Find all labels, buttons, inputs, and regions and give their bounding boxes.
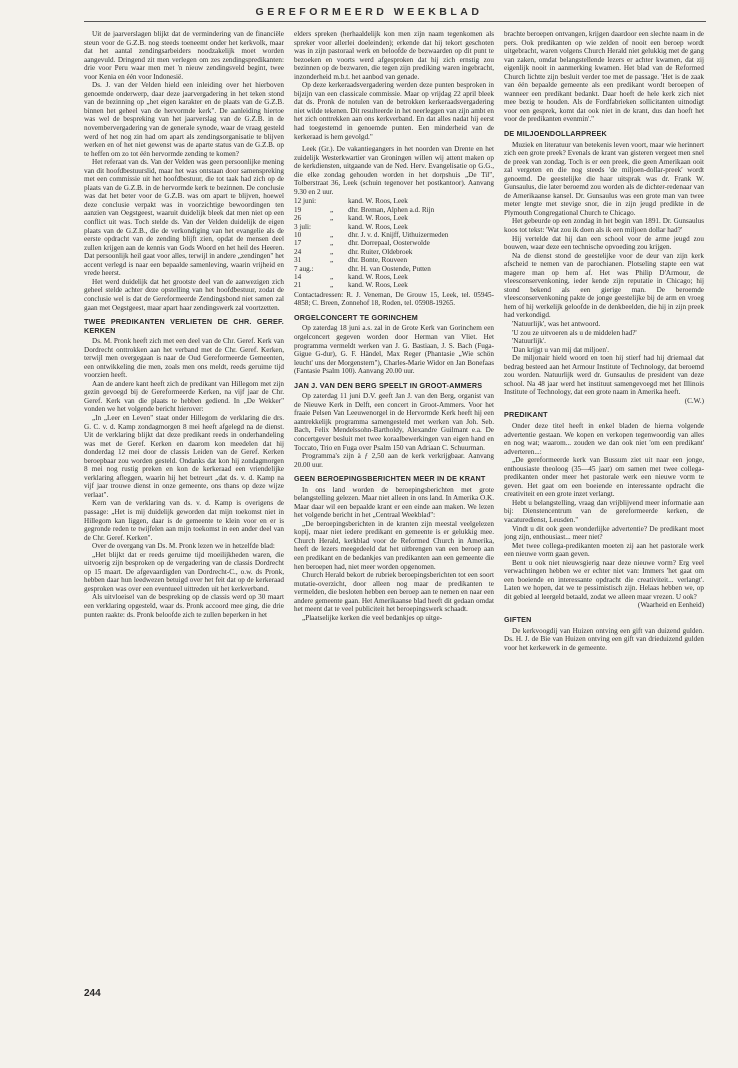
paragraph: brachte beroepen ontvangen, krijgen daardoor een slechte naam in de pers. Ook predikanten op wie zelden of nooit een beroep wordt uitgebracht, waren volgens Church Herald niet gelukkig met de gang van zaken, omdat belangstellende lezers er achter kwamen, dat zij eigenlijk nooit in aanmerking kwamen. Het blad van de Reformed Church lichtte zijn besluit verder toe met de passage. 'Het is de zaak van één bepaalde gemeente als een predikant wordt beroepen of wanneer een predikant bedankt. Daar hoeft de hele kerk zich niet mee bezig te houden. Als de Fordfabrieken sollicitanten uitnodigt voor een gesprek, komt dat ook niet in de krant, dus dan hoeft het voor de predikanten evenmin'." <box>504 30 704 124</box>
section-heading: TWEE PREDIKANTEN VERLIETEN DE CHR. GEREF. KERKEN <box>84 317 284 335</box>
schedule-date: 10 <box>294 231 302 240</box>
schedule-date: 26 <box>294 214 302 223</box>
paragraph: Op zaterdag 18 juni a.s. zal in de Grote Kerk van Gorinchem een orgelconcert gegeven worden door Herman van Vliet. Het programma vermeldt werken van J. G. Bastiaan, J. S. Bach (Fuga-Gigue G-dur), G. F. Händel, Max Reger (Phantasie „Wie schön leucht' uns der Morgenstern"), Charles-Marie Widor en Jan Bonefaas (Fantasie Psalm 100). Aanvang 20.00 uur. <box>294 324 494 376</box>
schedule-date: 21 <box>294 281 302 290</box>
schedule-speaker: dhr. Ruiter, Oldebroek <box>348 247 413 256</box>
paragraph: Leek (Gr.). De vakantiegangers in het noorden van Drente en het zuidelijk Westerkwartier van Groningen willen wij attent maken op de kerkdiensten, uitgaande van de Ned. Herv. Evangelisatie op G.G., die elke zondag gehouden worden in het dorpshuis „De Til", Tolberstraat 36, Leek (schuin tegenover het postkantoor). Aanvang 9.30 en 2 uur. <box>294 145 494 196</box>
schedule-date: 12 juni: <box>294 197 317 206</box>
schedule-speaker: dhr. Dorrepaal, Oosterwolde <box>348 239 430 248</box>
schedule-row <box>294 273 448 281</box>
schedule-speaker: dhr. Bonte, Rouveen <box>348 256 408 265</box>
schedule-mark: „ <box>330 273 334 282</box>
paragraph: Na de dienst stond de geestelijke voor de deur van zijn kerk afscheid te nemen van de parochianen. Plotseling stapte een wat magere man op hem af. Het was Philip D'Armour, de vleesconservenkoning, ieder kende zijn reputatie in Chicago; hij stond bekend als een gierige man. De beroemde vleesconservenkoning pakte de jonge geestelijke bij de arm en vroeg hem of hij werkelijk geloofde in de denkbeelden, die hij in zijn preek had verkondigd. <box>504 251 704 320</box>
paragraph: Met twee collega-predikanten moeten zij aan het pastorale werk een nieuwe vorm gaan geven. <box>504 541 704 559</box>
schedule-date: 19 <box>294 205 302 214</box>
paragraph: Als uitvloeisel van de bespreking op de classis werd op 30 maart een verklaring opgesteld, waar ds. Pronk accoord mee ging, die drie punten raakte: ds. Pronk beloofde zich te zullen beperken in het <box>84 593 284 619</box>
paragraph: Op zaterdag 11 juni D.V. geeft Jan J. van den Berg, organist van de Nieuwe Kerk in Delft, een concert in Groot-Ammers. Voor het fraaie Pelsen Van Leeuwenorgel in de Hervormde Kerk heeft hij een aantrekkelijk programma samengesteld met werken van Joh. Seb. Bach, Felix Mendelssohn-Bartholdy, Alexandre Guilmant e.a. De concertgever besluit met twee koraalbewerkingen van eigen hand en Toccato, Trio en Fuga over Psalm 150 van Adriaan C. Schuurman. <box>294 392 494 452</box>
paragraph: Over de overgang van Ds. M. Pronk lezen we in hetzelfde blad: <box>92 542 275 551</box>
schedule-mark: „ <box>330 281 334 290</box>
schedule-mark: „ <box>330 214 334 223</box>
header-rule <box>84 21 706 22</box>
column-middle <box>294 30 494 1030</box>
schedule-speaker: dhr. Breman, Alphen a.d. Rijn <box>348 205 435 214</box>
paragraph: Contactadressen: R. J. Veneman, De Grouw 15, Leek, tel. 05945-4858; C. Breen, Zonnehof 18, Roden, tel. 05908-19265. <box>294 290 494 308</box>
paragraph: Hij vertelde dat hij dan een school voor de arme jeugd zou bouwen, waar deze een technische opvoeding zou krijgen. <box>504 234 704 252</box>
paragraph: Muziek en literatuur van betekenis leven voort, maar wie herinnert zich een grote preek? Evenals de krant van gisteren vergeet men snel de preek van zondag. Toch is er een preek, die geen Amerikaan ooit zal vergeten en die nog steeds 'de miljoen-dollar-preek' wordt genoemd. De geestelijke die haar uitsprak was dr. Frank W. Gunsaulus, die later beroemd zou worden als de dichter-redenaar van de Amerikaanse kansel. Dr. Gunsaulus was een grote man van twee meter lengte met stevige snor, die in zijn jeugd predikte in de Plymouth Congregational Church te Chicago. <box>504 140 704 217</box>
paragraph: 'U zou ze uitvoeren als u de middelen had?' <box>512 328 637 337</box>
paragraph: Op deze kerkeraadsvergadering werden deze punten besproken in bijzijn van een classicale commissie. Maar op vrijdag 22 april bleek dat ds. Pronk de notulen van de betrokken kerkeraadsvergadering niet wilde tekenen. Dit resulteerde in het neerleggen van zijn ambt en het zich onttrekken aan ons kerkverband. En dat alles nadat hij eerst had toegestemd in genoemde punten. Een minderheid van de kerkeraad is hem gevolgd." <box>294 81 494 141</box>
section-heading: ORGELCONCERT TE GORINCHEM <box>294 312 418 322</box>
paragraph: „Plaatselijke kerken die veel bedankjes op uitge- <box>302 613 443 622</box>
schedule-speaker: kand. W. Roos, Leek <box>348 214 408 223</box>
paragraph: Kern van de verklaring van ds. v. d. Kamp is overigens de passage: „Het is mij duidelijk geworden dat mijn toekomst niet in Hillegom kan liggen, daar is de gemeente te klein voor en er is gegronde reden te twijfelen aan mijn toekomst in een ander deel van de Chr. Geref. Kerken". <box>84 499 284 542</box>
paragraph: In ons land worden de beroepingsberichten met grote belangstelling gelezen. Maar niet alleen in ons land. In Amerika O.K. Maar daar wil een bepaalde krant er een einde aan maken. We lezen het volgende bericht in het „Centraal Weekblad": <box>294 485 494 520</box>
schedule-row <box>294 223 448 231</box>
paragraph: elders spreken (herhaaldelijk kon men zijn naam tegenkomen als spreker voor allerlei doeleinden); erkende dat hij tekort geschoten was in zijn pastoraal werk en beloofde de bezwaarden op dit punt te bezoeken en voorts werd afgesproken dat hij zich ernstig zou bezinnen op de bezwaren, die tegen zijn prediking waren ingebracht, inzonderheid m.b.t. het aanbod van genade. <box>294 30 494 81</box>
schedule-mark: „ <box>330 256 334 265</box>
paragraph: Het referaat van ds. Van der Velden was geen persoonlijke mening van dit hoofdbestuurslid, maar het was ontstaan door samenspreking met een commissie uit het hoofdbestuur, die tot taak had zich op de plaats van de G.Z.B. in de hervormde kerk te bezinnen. De conclusie was dat het beter voor de G.Z.B. was om apart te blijven, hoewel deze conclusie verpakt was in voorzichtige bewoordingen ten aanzien van Oegstgeest, waaruit duidelijk bleek dat men niet op een conflict uit was. Toch stelde ds. Van der Velden duidelijk de eigen plaats van de G.Z.B., die de verkondiging van het evangelie als de eerste opdracht van de zending blijft zien, opdat de mensen deel zullen krijgen aan de kennis van Gods Woord en het heil des Heeren. Dat persoonlijk heil gaat voor alles, terwijl in andere „zendingen" het accent verlegd is naar een bepaalde samenleving, waarin vrijheid en vrede heerst. <box>84 158 284 278</box>
schedule-row <box>294 256 448 264</box>
paragraph: Het werd duidelijk dat het grootste deel van de aanwezigen zich geheel stelde achter deze opstelling van het hoofdbestuur, zodat de conclusie wel is dat de Gereformeerde Zendingsbond niet samen zal gaan met Oegstgeest, maar apart haar zendingswerk zal voortzetten. <box>84 277 284 312</box>
schedule-date: 3 juli: <box>294 222 311 231</box>
source-credit: (Waarheid en Eenheid) <box>637 601 704 610</box>
schedule-mark <box>330 265 348 273</box>
paragraph: Onder deze titel heeft in enkel bladen de hierna volgende advertentie gestaan. We kopen en verkopen tegenwoordig van alles en nog wat; waarom... zouden we dan ook niet 'om een predikant' adverteren...: <box>504 421 704 456</box>
paragraph: „De gereformeerde kerk van Bussum ziet uit naar een jonge, enthousiaste theoloog (35—45 jaar) om samen met twee collega-predikanten onder meer het pastorale werk een nieuwe vorm te geven. Het gaat om een boeiende en interessante opdracht die creativiteit en een grote inzet verlangt. <box>504 456 704 499</box>
paragraph: 'Natuurlijk'. <box>512 337 546 346</box>
schedule-mark <box>330 223 348 231</box>
schedule-mark: „ <box>330 247 334 256</box>
paragraph: De kerkvoogdij van Huizen ontving een gift van duizend gulden. Ds. H. J. de Bie van Huizen ontving een gift van drieduizend gulden voor het kerkewerk in de gemeente. <box>504 626 704 652</box>
column-right <box>504 30 704 1030</box>
schedule-mark <box>330 197 348 205</box>
paragraph: Uit de jaarverslagen blijkt dat de vermindering van de financiële steun voor de G.Z.B. nog steeds toeneemt onder het kerkvolk, maar dat het aantal zendingsarbeiders noodzakelijk moet worden aangevuld. Dringend zit men verlegen om zes zendingspredikanten: drie voor Peru waar men met 'n nieuw zendingsveld begint, twee voor Kenia en één voor Indonesië. <box>84 30 284 81</box>
paragraph: Hebt u belangstelling, vraag dan vrijblijvend meer informatie aan bij: Dienstencentrum van de gereformeerde kerken, de vacaturedienst, Leusden." <box>504 498 704 524</box>
service-schedule <box>294 197 448 289</box>
paragraph: Vindt u dit ook geen wonderlijke advertentie? De predikant moet jong zijn, enthousiast... meer niet? <box>504 524 704 542</box>
schedule-date: 24 <box>294 247 302 256</box>
page-number: 244 <box>84 988 101 999</box>
schedule-mark: „ <box>330 205 334 214</box>
schedule-row <box>294 281 448 289</box>
schedule-mark: „ <box>330 239 334 248</box>
column-left <box>84 30 284 980</box>
section-heading: GEEN BEROEPINGSBERICHTEN MEER IN DE KRANT <box>294 474 486 484</box>
schedule-speaker: dhr. H. van Oostende, Putten <box>348 264 431 273</box>
schedule-row <box>294 214 448 222</box>
schedule-date: 31 <box>294 256 302 265</box>
paragraph: „In „Leer en Leven" staat onder Hillegom de verklaring die drs. G. C. v. d. Kamp zondagmorgen 8 mei heeft afgelegd na de dienst. Uit de verklaring blijkt dat deze predikant reeds in onderhandeling was met de Geref. Kerken en daarom kon meedelen dat hij donderdag 12 mei door de classis Leiden van de Geref. Kerken beroepbaar zou worden gesteld. Ondanks dat kon hij zondagmorgen 8 mei nog rustig preken en kon de kerkeraad een vriendelijke verklaring afleggen, waarin hij het betreurt „dat ds. v. d. Kamp na vijf jaar trouwe dienst in onze gemeente, ons thans op deze wijze verlaat". <box>84 413 284 499</box>
paragraph: Programma's zijn à ƒ 2,50 aan de kerk verkrijgbaar. Aanvang 20.00 uur. <box>294 452 494 469</box>
schedule-speaker: dhr. J. v. d. Knijff, Uithuizermeden <box>348 231 449 240</box>
schedule-speaker: kand. W. Roos, Leek <box>348 281 408 290</box>
section-heading: GIFTEN <box>504 615 532 624</box>
schedule-speaker: kand. W. Roos, Leek <box>348 273 408 282</box>
schedule-speaker: kand. W. Roos, Leek <box>348 197 408 206</box>
schedule-row <box>294 239 448 247</box>
section-heading: PREDIKANT <box>504 410 548 420</box>
schedule-date: 7 aug.: <box>294 264 314 273</box>
masthead: GEREFORMEERD WEEKBLAD <box>255 6 483 18</box>
schedule-date: 14 <box>294 273 302 282</box>
paragraph: „De beroepingsberichten in de kranten zijn meestal veelgelezen kopij, maar niet iedere predikant en gemeente is er gelukkig mee. Church Herald, kerkblad voor de Reformed Church in Amerika, heeft de lezers meegedeeld dat het uitbrengen van een beroep aan een predikant en de bedankjes van predikanten aan een gemeente die hen beroepen had, niet meer worden opgenomen. <box>294 519 494 571</box>
paragraph: Het gebeurde op een zondag in het begin van 1891. Dr. Gunsaulus koos tot tekst: 'Wat zou ik doen als ik een miljoen dollar had?' <box>504 217 704 234</box>
source-credit: (C.W.) <box>684 396 704 405</box>
schedule-row <box>294 265 448 273</box>
schedule-row <box>294 231 448 239</box>
schedule-row <box>294 248 448 256</box>
paragraph: 'Dan krijgt u van mij dat miljoen'. <box>512 345 610 354</box>
schedule-row <box>294 206 448 214</box>
paragraph: „Het blijkt dat er reeds geruime tijd moeilijkheden waren, die uitvoerig zijn besproken op de vergadering van de classis Dordrecht op 15 maart. De afgevaardigden van Dordrecht-C., o.w. ds Pronk, hebben daar hun leedwezen betuigd over het feit dat op de kerkeraad gesproken was over een eventueel uittreden uit het kerkverband. <box>84 550 284 593</box>
schedule-row <box>294 197 448 205</box>
paragraph: Church Herald bekort de rubriek beroepingsberichten tot een soort mutatie-overzicht, door alleen nog maar de predikanten te vermelden, die besloten hebben een beroep aan te nemen en naar een andere gemeente gaan. Het Amerikaanse blad heeft dit gedaan omdat het meent dat te veel publiciteit het beroepingswerk schaadt. <box>294 571 494 614</box>
section-heading: JAN J. VAN DEN BERG SPEELT IN GROOT-AMMERS <box>294 380 483 390</box>
paragraph: Bent u ook niet nieuwsgierig naar deze nieuwe vorm? Erg veel verwachtingen hebben we er echter niet van: Immers 'het gaat om een boeiende en interessante opdracht die creativiteit... verlangt'. Laten we hopen, dat we te pessimistisch zijn. Helaas hebben we, op dit gebied al leergeld betaald, zodat we alleen maar vrezen. U ook? <box>504 558 704 601</box>
section-heading: DE MILJOENDOLLARPREEK <box>504 129 607 139</box>
schedule-speaker: kand. W. Roos, Leek <box>348 222 408 231</box>
paragraph: De miljonair hield woord en toen hij stierf had hij driemaal dat bedrag besteed aan het Armour Institute of Technology, dat beroemd zou worden. Natuurlijk werd dr. Gunsaulus de president van deze school. Na 48 jaar werd het instituut samengevoegd met het Illinois Institute of Technology, dat een grote naam in Amerika heeft. <box>504 354 704 397</box>
paragraph: Aan de andere kant heeft zich de predikant van Hillegom met zijn gezin gevoegd bij de Gereformeerde Kerken, na vijf jaar de Chr. Geref. Kerk van die plaats te hebben gediend. In „De Wekker" vonden we het volgende bericht hierover: <box>84 379 284 414</box>
paragraph: Ds. J. van der Velden hield een inleiding over het hierboven genoemde onderwerp, daar deze jaarvergadering in het teken stond van de bezinning op „het eigen karakter en de plaats van de G.Z.B. binnen het geheel van de hervormde kerk". De aanleiding hiertoe was wel de bespreking van het jaarverslag van de G.Z.B. in de novembervergadering van de generale synode, waar de vraag gesteld werd of het nog zin had om apart als zendingsorganisatie te blijven werken en of het niet gewenst was de aparte status van de G.Z.B. op te heffen om zo tot één hervormde zending te komen? <box>84 81 284 158</box>
paragraph: 'Natuurlijk', was het antwoord. <box>512 320 601 328</box>
schedule-date: 17 <box>294 239 302 248</box>
paragraph: Ds. M. Pronk heeft zich met een deel van de Chr. Geref. Kerk van Dordrecht onttrokken aan het verband met de Chr. Geref. Kerken, terwijl men overgegaan is naar de Oud Gereformeerde Gemeenten, een ontwikkeling die men, zoals men ons meldt, reeds geruime tijd voorzien heeft. <box>84 337 284 380</box>
schedule-mark: „ <box>330 231 334 240</box>
